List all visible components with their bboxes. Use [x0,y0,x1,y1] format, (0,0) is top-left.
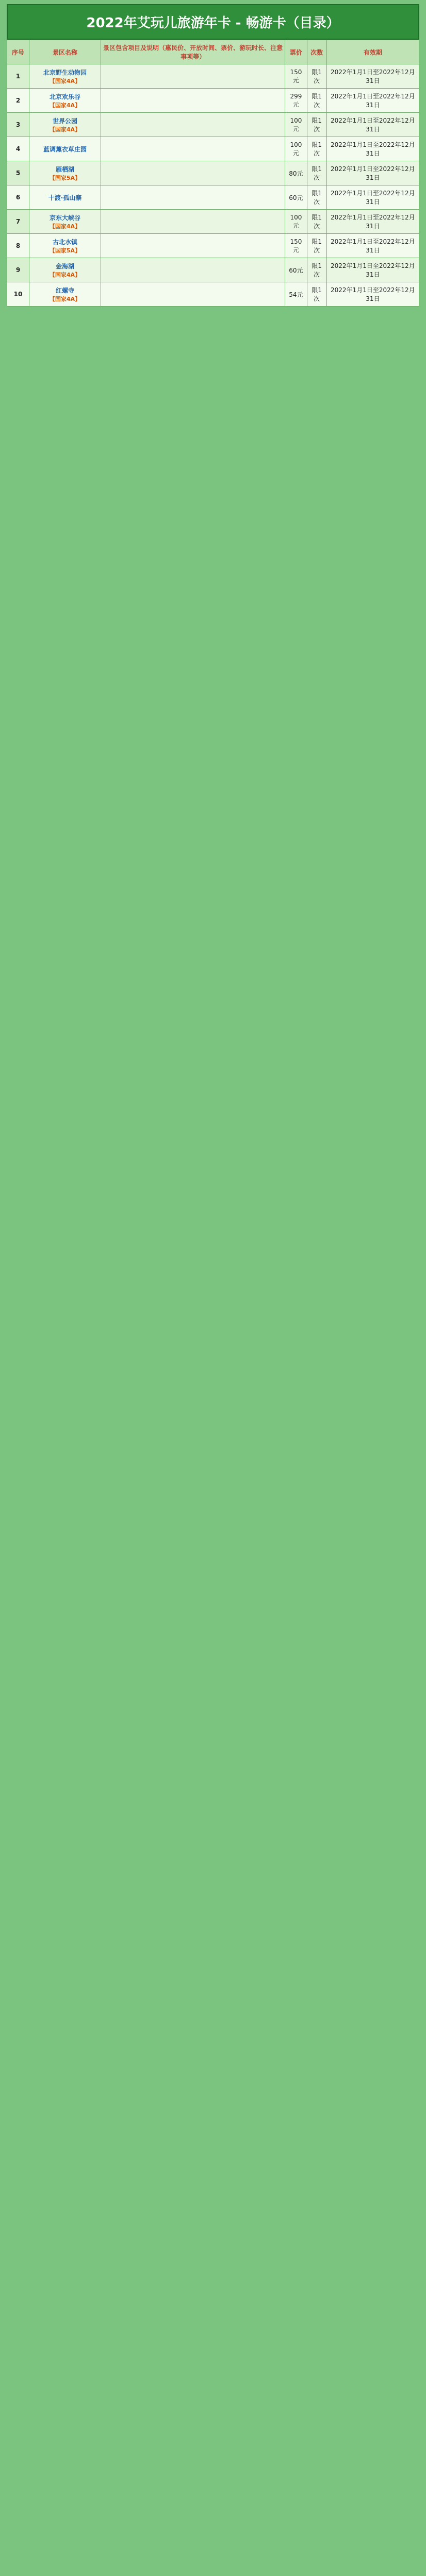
row-price: 60元 [285,258,307,282]
row-times: 限1次 [307,113,326,137]
row-date: 2022年1月1日至2022年12月31日 [326,185,419,210]
row-price: 100元 [285,113,307,137]
row-date: 2022年1月1日至2022年12月31日 [326,64,419,89]
row-times: 限1次 [307,161,326,185]
row-name [29,113,101,137]
row-name-tag: 【国家4A】 [49,101,81,109]
row-content [101,210,285,234]
row-num: 5 [7,161,29,185]
header-price: 票价 [285,40,307,64]
row-name [29,161,101,185]
row-num: 3 [7,113,29,137]
row-name-text: 蓝调薰衣草庄园 [43,145,87,153]
row-content [101,113,285,137]
table-header-row [7,40,419,64]
row-price: 80元 [285,161,307,185]
row-times: 限1次 [307,185,326,210]
attraction-table [7,40,419,307]
row-name-tag: 【国家5A】 [49,174,81,181]
row-name [29,210,101,234]
table-row [7,137,419,161]
row-name-text: 北京野生动物园 [43,69,87,76]
row-price: 150元 [285,64,307,89]
row-name-tag: 【国家4A】 [49,271,81,278]
row-price: 54元 [285,282,307,307]
row-name-tag: 【国家4A】 [49,126,81,133]
row-name-tag: 【国家4A】 [49,77,81,84]
row-num: 7 [7,210,29,234]
row-num: 1 [7,64,29,89]
page-title: 2022年艾玩儿旅游年卡 - 畅游卡（目录） [7,4,419,40]
row-date: 2022年1月1日至2022年12月31日 [326,89,419,113]
row-name-text: 京东大峡谷 [49,214,80,222]
row-date: 2022年1月1日至2022年12月31日 [326,137,419,161]
table-row [7,258,419,282]
row-content [101,89,285,113]
row-name [29,89,101,113]
row-content [101,137,285,161]
row-name-tag: 【国家5A】 [49,247,81,254]
row-price: 100元 [285,210,307,234]
row-name-text: 雁栖湖 [55,165,74,173]
row-times: 限1次 [307,258,326,282]
row-name [29,234,101,258]
header-times: 次数 [307,40,326,64]
row-num: 8 [7,234,29,258]
row-name [29,137,101,161]
row-name [29,64,101,89]
table-row [7,89,419,113]
row-times: 限1次 [307,89,326,113]
table-row [7,113,419,137]
row-date: 2022年1月1日至2022年12月31日 [326,234,419,258]
row-times: 限1次 [307,234,326,258]
row-num: 2 [7,89,29,113]
table-row [7,64,419,89]
row-content [101,258,285,282]
row-price: 150元 [285,234,307,258]
row-name-text: 金海湖 [55,262,74,270]
row-date: 2022年1月1日至2022年12月31日 [326,161,419,185]
row-date: 2022年1月1日至2022年12月31日 [326,282,419,307]
row-name [29,185,101,210]
header-date: 有效期 [326,40,419,64]
row-name [29,258,101,282]
table-row [7,282,419,307]
table-body [7,64,419,307]
header-num: 序号 [7,40,29,64]
header-content: 景区包含项目及说明（惠民价、开放时间、票价、游玩时长、注意事项等） [101,40,285,64]
row-price: 60元 [285,185,307,210]
row-times: 限1次 [307,64,326,89]
row-content [101,234,285,258]
row-times: 限1次 [307,282,326,307]
row-name-tag: 【国家4A】 [49,295,81,302]
row-date: 2022年1月1日至2022年12月31日 [326,258,419,282]
row-num: 4 [7,137,29,161]
row-name [29,282,101,307]
row-num: 6 [7,185,29,210]
row-price: 299元 [285,89,307,113]
row-date: 2022年1月1日至2022年12月31日 [326,113,419,137]
row-num: 9 [7,258,29,282]
table-row [7,161,419,185]
row-content [101,161,285,185]
row-name-text: 古北水镇 [52,238,77,246]
header-name: 景区名称 [29,40,101,64]
row-content [101,282,285,307]
row-price: 100元 [285,137,307,161]
row-content [101,185,285,210]
row-content [101,64,285,89]
row-name-text: 北京欢乐谷 [49,93,80,100]
row-date: 2022年1月1日至2022年12月31日 [326,210,419,234]
row-name-text: 十渡·孤山寨 [48,194,82,201]
row-name-text: 红螺寺 [55,286,74,294]
page [7,0,419,307]
row-name-text: 世界公园 [52,117,77,125]
table-row [7,185,419,210]
row-times: 限1次 [307,137,326,161]
row-num: 10 [7,282,29,307]
row-times: 限1次 [307,210,326,234]
table-row [7,210,419,234]
table-row [7,234,419,258]
row-name-tag: 【国家4A】 [49,223,81,230]
